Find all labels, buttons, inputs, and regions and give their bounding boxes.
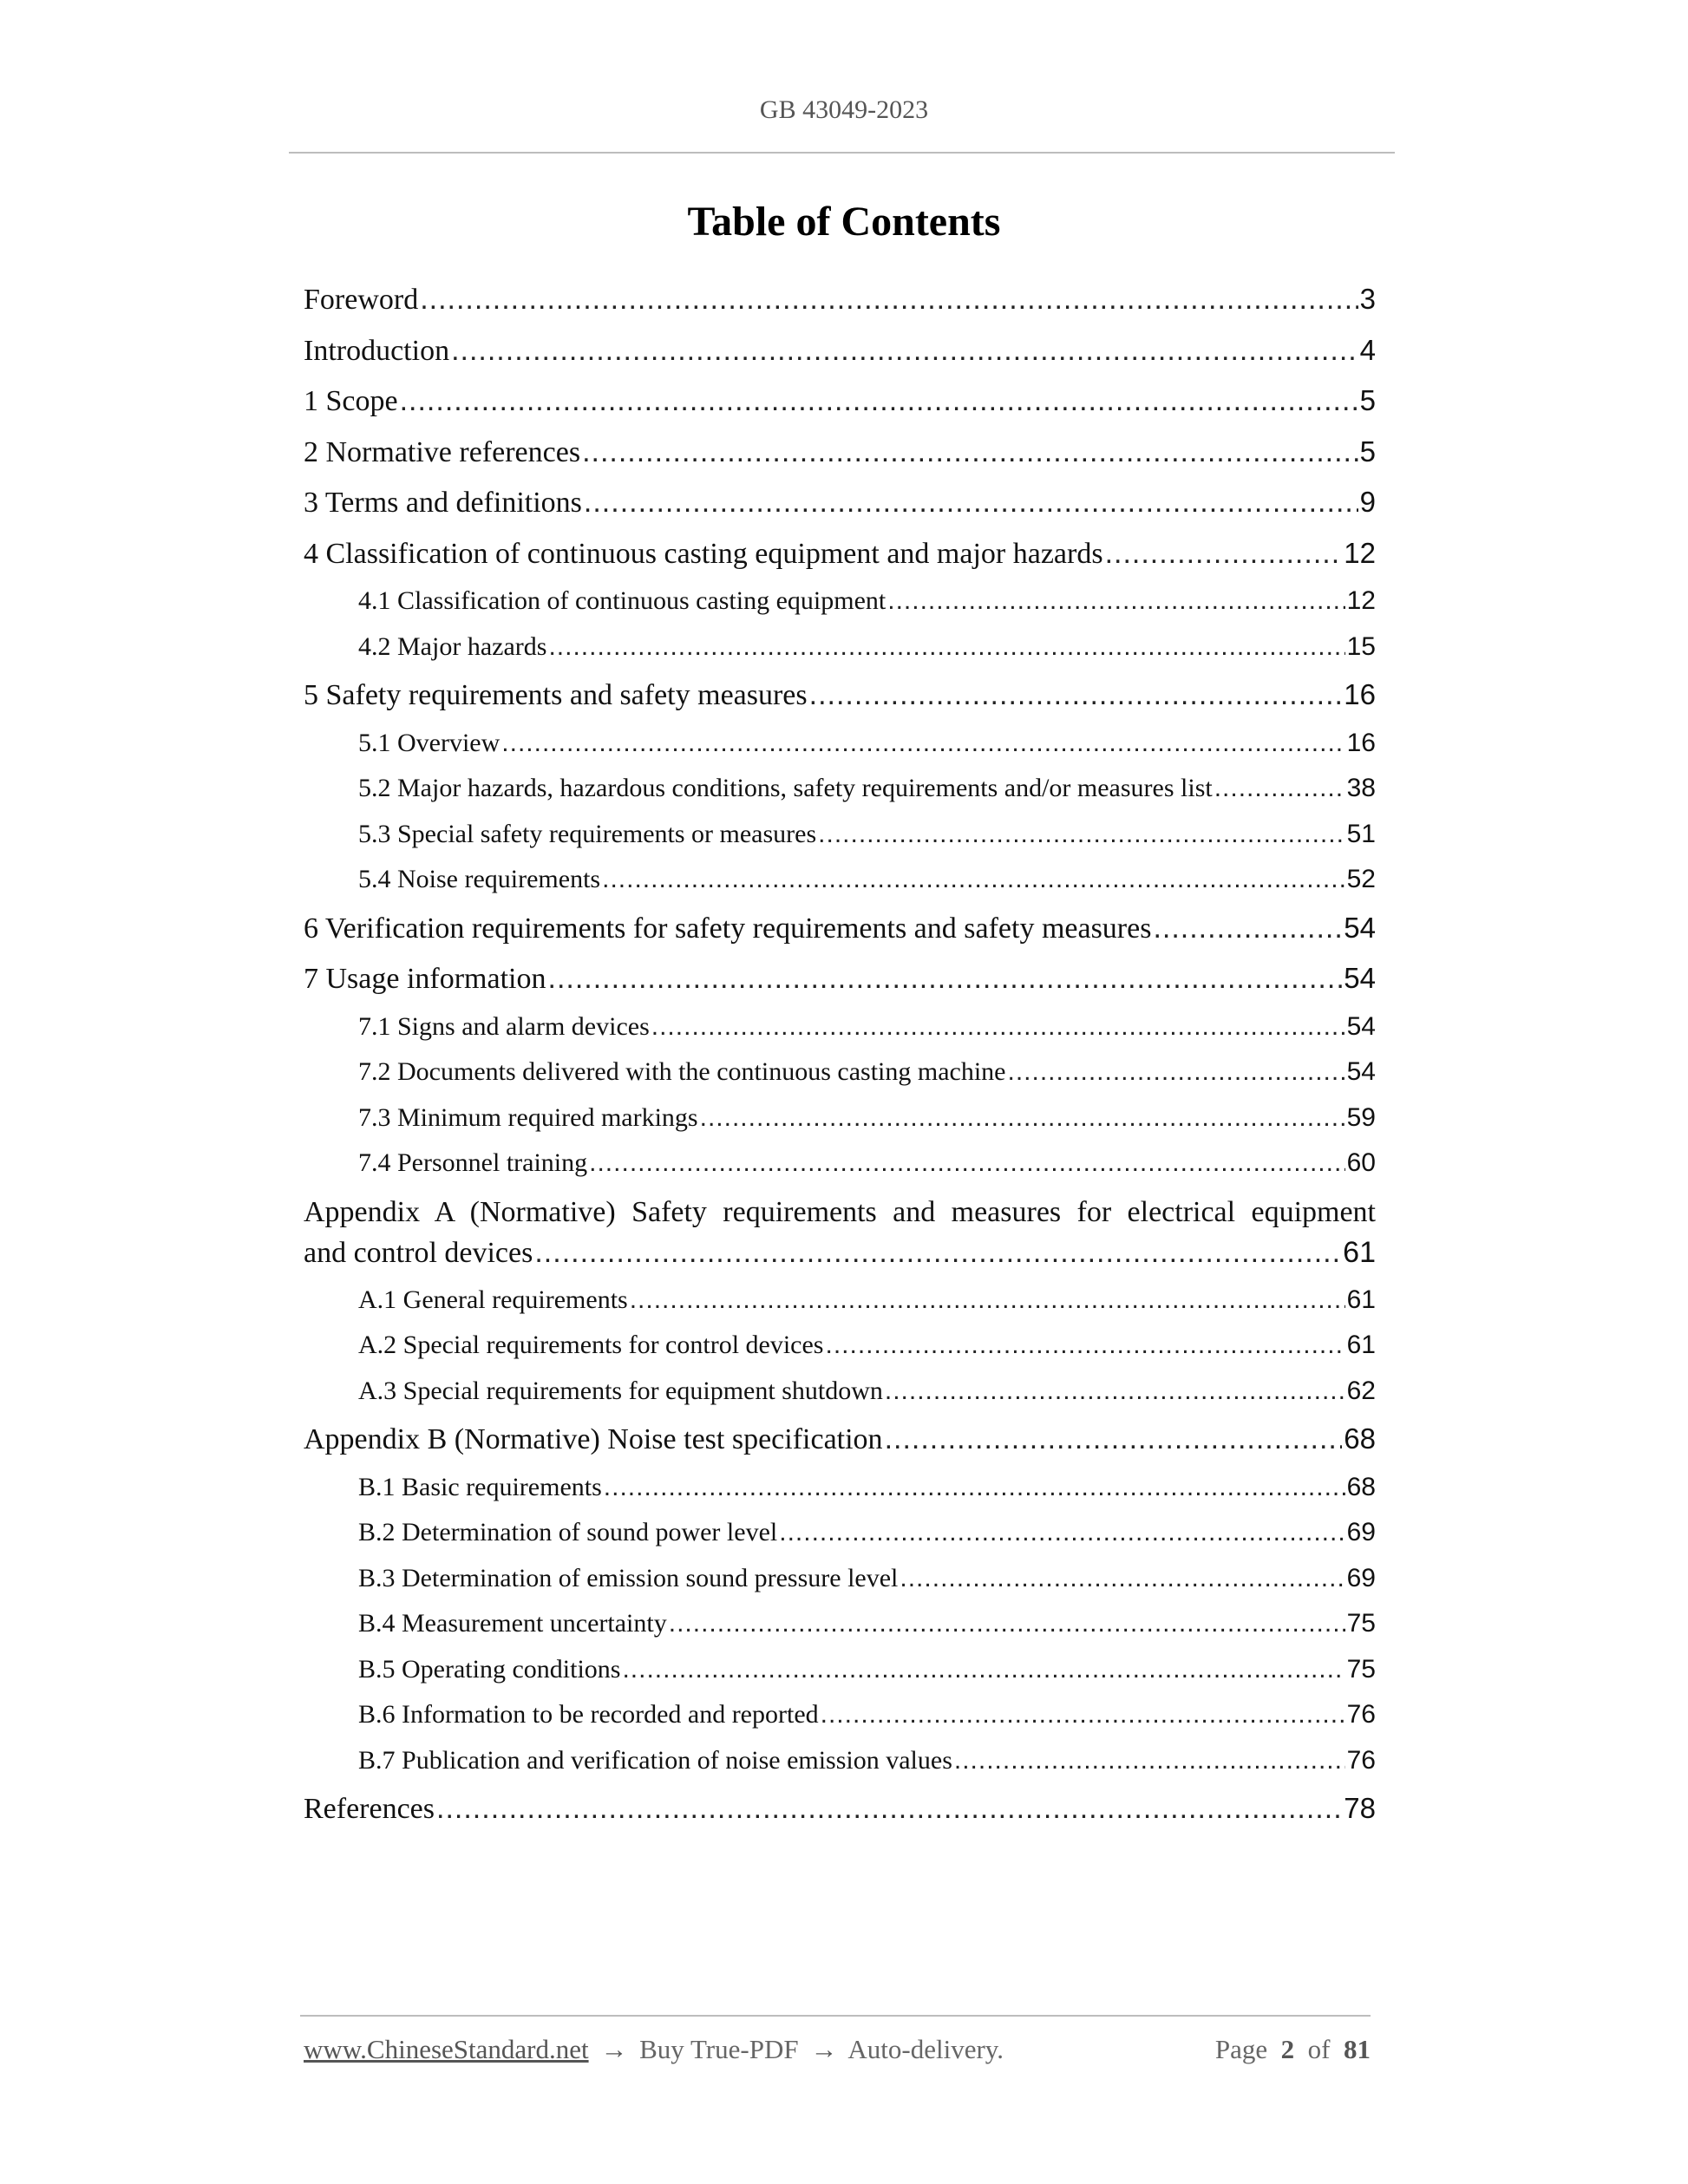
dot-leader bbox=[589, 1141, 1345, 1187]
toc-entry-page: 61 bbox=[1346, 1285, 1376, 1314]
dot-leader bbox=[821, 1692, 1345, 1738]
toc-entry-page: 75 bbox=[1346, 1609, 1376, 1638]
dot-leader bbox=[1105, 528, 1343, 579]
toc-entry-7-1[interactable] bbox=[304, 1004, 1376, 1050]
toc-entry-7-4[interactable] bbox=[304, 1141, 1376, 1187]
page-title: Table of Contents bbox=[687, 199, 1001, 245]
dot-leader bbox=[602, 857, 1345, 903]
toc-entry-page: 61 bbox=[1343, 1235, 1376, 1269]
toc-entry-references[interactable] bbox=[304, 1783, 1376, 1834]
toc-entry-page: 69 bbox=[1346, 1563, 1376, 1592]
toc-entry-a-3[interactable] bbox=[304, 1369, 1376, 1415]
dot-leader bbox=[954, 1738, 1345, 1784]
dot-leader bbox=[887, 579, 1345, 624]
page-word: Page bbox=[1214, 2034, 1268, 2064]
total-pages: 81 bbox=[1344, 2034, 1371, 2064]
table-of-contents bbox=[304, 274, 1376, 1834]
dot-leader bbox=[604, 1465, 1345, 1511]
toc-entry-page: 51 bbox=[1346, 819, 1376, 848]
toc-entry-label: 5 Safety requirements and safety measures bbox=[304, 679, 808, 711]
toc-entry-label: 4 Classification of continuous casting equipment and major hazards bbox=[304, 537, 1103, 570]
of-word: of bbox=[1307, 2034, 1331, 2064]
toc-entry-page: 16 bbox=[1344, 678, 1376, 710]
dot-leader bbox=[400, 376, 1358, 427]
toc-entry-page: 75 bbox=[1346, 1654, 1376, 1684]
toc-entry-label: A.1 General requirements bbox=[358, 1285, 628, 1314]
toc-entry-page: 3 bbox=[1359, 283, 1376, 315]
toc-entry-label-line1: Appendix A (Normative) Safety requirements and measures for electrical equipment bbox=[304, 1195, 1376, 1228]
dot-leader bbox=[451, 325, 1358, 376]
toc-entry-b-7[interactable] bbox=[304, 1738, 1376, 1784]
toc-entry-page: 62 bbox=[1346, 1376, 1376, 1405]
auto-delivery-text: Auto-delivery. bbox=[847, 2034, 1004, 2064]
toc-entry-label: 7 Usage information bbox=[304, 963, 546, 995]
dot-leader bbox=[900, 1556, 1345, 1602]
toc-entry-appendix-a[interactable] bbox=[304, 1187, 1376, 1278]
toc-entry-a-1[interactable] bbox=[304, 1278, 1376, 1324]
dot-leader bbox=[436, 1783, 1342, 1834]
dot-leader bbox=[622, 1647, 1345, 1693]
toc-entry-page: 54 bbox=[1346, 1011, 1376, 1041]
toc-entry-page: 52 bbox=[1346, 865, 1376, 893]
toc-entry-label: B.1 Basic requirements bbox=[358, 1472, 602, 1501]
toc-entry-label: 5.3 Special safety requirements or measures bbox=[358, 819, 817, 848]
footer-divider bbox=[300, 2015, 1371, 2017]
toc-entry-label: 7.3 Minimum required markings bbox=[358, 1102, 698, 1132]
toc-entry-label: 7.2 Documents delivered with the continuous casting machine bbox=[358, 1057, 1006, 1086]
toc-entry-label: B.6 Information to be recorded and reported bbox=[358, 1700, 819, 1729]
toc-entry-page: 4 bbox=[1359, 333, 1376, 366]
current-page: 2 bbox=[1280, 2034, 1295, 2064]
dot-leader bbox=[630, 1278, 1345, 1324]
toc-entry-b-5[interactable] bbox=[304, 1647, 1376, 1693]
toc-entry-page: 78 bbox=[1344, 1792, 1376, 1824]
toc-entry-page: 76 bbox=[1346, 1700, 1376, 1729]
toc-entry-page: 15 bbox=[1346, 631, 1376, 661]
dot-leader bbox=[1153, 903, 1342, 954]
arrow-right-icon: → bbox=[810, 2034, 838, 2064]
dot-leader bbox=[779, 1510, 1345, 1556]
toc-entry-usage-information[interactable] bbox=[304, 953, 1376, 1004]
dot-leader bbox=[1007, 1049, 1345, 1095]
dot-leader bbox=[1214, 766, 1345, 812]
dot-leader bbox=[548, 953, 1343, 1004]
toc-entry-verification[interactable] bbox=[304, 903, 1376, 954]
toc-entry-label: 1 Scope bbox=[304, 385, 398, 417]
toc-entry-foreword[interactable] bbox=[304, 274, 1376, 325]
toc-entry-7-3[interactable] bbox=[304, 1095, 1376, 1141]
dot-leader bbox=[669, 1601, 1345, 1647]
toc-entry-label: B.7 Publication and verification of noise emission values bbox=[358, 1745, 952, 1775]
toc-entry-page: 68 bbox=[1346, 1472, 1376, 1501]
dot-leader bbox=[818, 812, 1345, 858]
dot-leader bbox=[584, 477, 1358, 528]
toc-entry-label: 5.2 Major hazards, hazardous conditions, safety requirements and/or measures list bbox=[358, 774, 1213, 802]
toc-entry-page: 69 bbox=[1346, 1518, 1376, 1546]
toc-entry-label: 4.2 Major hazards bbox=[358, 631, 547, 661]
page-number bbox=[1215, 2034, 1371, 2065]
dot-leader bbox=[885, 1414, 1343, 1465]
toc-entry-page: 54 bbox=[1346, 1057, 1376, 1086]
header-divider bbox=[289, 152, 1395, 154]
toc-entry-page: 9 bbox=[1359, 486, 1376, 518]
dot-leader bbox=[651, 1004, 1345, 1050]
document-code-header: GB 43049-2023 bbox=[759, 95, 929, 124]
toc-entry-page: 54 bbox=[1344, 911, 1376, 944]
toc-entry-label: References bbox=[304, 1793, 435, 1825]
toc-entry-label: 4.1 Classification of continuous casting equipment bbox=[358, 586, 887, 615]
toc-entry-label: A.2 Special requirements for control devices bbox=[358, 1331, 824, 1359]
toc-entry-label: B.2 Determination of sound power level bbox=[358, 1518, 778, 1546]
toc-entry-page: 38 bbox=[1346, 774, 1376, 802]
toc-entry-b-1[interactable] bbox=[304, 1465, 1376, 1511]
toc-entry-b-2[interactable] bbox=[304, 1510, 1376, 1556]
toc-entry-label: A.3 Special requirements for equipment shutdown bbox=[358, 1376, 883, 1405]
toc-entry-label: Appendix B (Normative) Noise test specification bbox=[304, 1423, 883, 1455]
toc-entry-page: 59 bbox=[1346, 1102, 1376, 1132]
toc-entry-label: 5.4 Noise requirements bbox=[358, 865, 601, 893]
toc-entry-page: 76 bbox=[1346, 1745, 1376, 1775]
toc-entry-5-2[interactable] bbox=[304, 766, 1376, 812]
toc-entry-label: B.5 Operating conditions bbox=[358, 1654, 621, 1684]
toc-entry-label: B.3 Determination of emission sound pressure level bbox=[358, 1563, 899, 1592]
arrow-right-icon: → bbox=[600, 2034, 628, 2064]
toc-entry-classification[interactable] bbox=[304, 528, 1376, 579]
toc-entry-label: 7.4 Personnel training bbox=[358, 1148, 588, 1177]
toc-entry-label: Foreword bbox=[304, 284, 419, 316]
dot-leader bbox=[534, 1233, 1341, 1273]
dot-leader bbox=[420, 274, 1358, 325]
toc-entry-normative-references[interactable] bbox=[304, 427, 1376, 478]
toc-entry-page: 68 bbox=[1344, 1422, 1376, 1455]
buy-true-pdf-text: Buy True-PDF bbox=[639, 2034, 799, 2064]
toc-entry-a-2[interactable] bbox=[304, 1323, 1376, 1369]
toc-entry-page: 5 bbox=[1359, 435, 1376, 468]
toc-entry-b-6[interactable] bbox=[304, 1692, 1376, 1738]
toc-entry-label: 7.1 Signs and alarm devices bbox=[358, 1011, 650, 1041]
footer-promo bbox=[304, 2034, 1004, 2065]
dot-leader bbox=[548, 624, 1345, 670]
toc-entry-label: 2 Normative references bbox=[304, 435, 581, 468]
dot-leader bbox=[582, 427, 1358, 478]
page-footer bbox=[304, 2034, 1371, 2065]
toc-entry-label-line2: and control devices bbox=[304, 1236, 533, 1269]
toc-entry-5-3[interactable] bbox=[304, 812, 1376, 858]
toc-entry-label: Introduction bbox=[304, 334, 450, 367]
website-link[interactable]: www.ChineseStandard.net bbox=[304, 2034, 589, 2064]
toc-entry-5-1[interactable] bbox=[304, 721, 1376, 767]
toc-entry-label: 3 Terms and definitions bbox=[304, 487, 582, 519]
toc-entry-page: 5 bbox=[1359, 384, 1376, 416]
toc-entry-terms-definitions[interactable] bbox=[304, 477, 1376, 528]
toc-entry-label: 5.1 Overview bbox=[358, 728, 501, 757]
toc-entry-label: 6 Verification requirements for safety requirements and safety measures bbox=[304, 912, 1152, 945]
toc-entry-b-4[interactable] bbox=[304, 1601, 1376, 1647]
dot-leader bbox=[825, 1323, 1345, 1369]
dot-leader bbox=[809, 670, 1343, 721]
dot-leader bbox=[700, 1095, 1345, 1141]
toc-entry-appendix-b[interactable] bbox=[304, 1414, 1376, 1465]
toc-entry-safety-requirements[interactable] bbox=[304, 670, 1376, 721]
toc-entry-scope[interactable] bbox=[304, 376, 1376, 427]
toc-entry-introduction[interactable] bbox=[304, 325, 1376, 376]
toc-entry-b-3[interactable] bbox=[304, 1556, 1376, 1602]
toc-entry-page: 54 bbox=[1344, 962, 1376, 994]
toc-entry-5-4[interactable] bbox=[304, 857, 1376, 903]
dot-leader bbox=[885, 1369, 1345, 1415]
toc-entry-label: B.4 Measurement uncertainty bbox=[358, 1609, 667, 1638]
toc-entry-7-2[interactable] bbox=[304, 1049, 1376, 1095]
toc-entry-page: 60 bbox=[1346, 1148, 1376, 1177]
toc-entry-page: 12 bbox=[1346, 586, 1376, 615]
dot-leader bbox=[501, 721, 1345, 767]
toc-entry-4-1[interactable] bbox=[304, 579, 1376, 624]
toc-entry-page: 12 bbox=[1344, 536, 1376, 569]
toc-entry-4-2[interactable] bbox=[304, 624, 1376, 670]
toc-entry-page: 16 bbox=[1346, 728, 1376, 757]
toc-entry-page: 61 bbox=[1346, 1331, 1376, 1359]
